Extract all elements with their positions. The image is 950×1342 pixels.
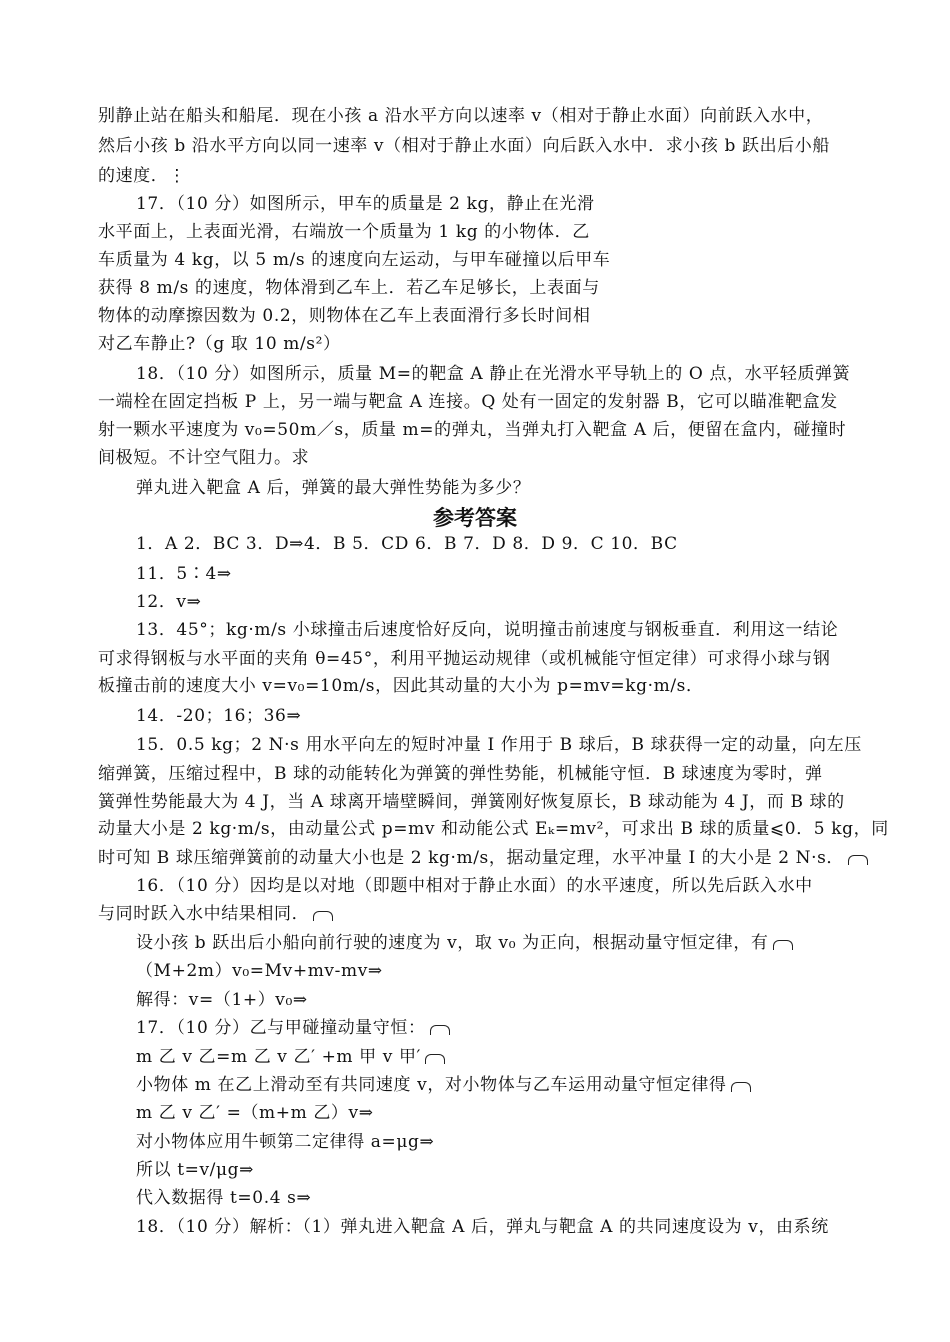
text-span: 17．（10 分）乙与甲碰撞动量守恒： bbox=[136, 1018, 426, 1038]
text-line: 14．-20；16；36⇒ bbox=[136, 706, 302, 726]
text-line: 别静止站在船头和船尾．现在小孩 a 沿水平方向以速率 v（相对于静止水面）向前跃入水中， bbox=[98, 106, 824, 126]
text-line: 16．（10 分）因均是以对地（即题中相对于静止水面）的水平速度，所以先后跃入水中 bbox=[136, 876, 813, 896]
text-line bbox=[136, 1071, 751, 1099]
text-span: 小物体 m 在乙上滑动至有共同速度 v，对小物体与乙车运用动量守恒定律得 bbox=[136, 1075, 727, 1095]
text-line: 的速度．⋮ bbox=[98, 166, 186, 186]
paragraph-mark-icon bbox=[731, 1082, 751, 1092]
paragraph-mark-icon bbox=[848, 855, 868, 865]
text-line: 所以 t=v/μg⇒ bbox=[136, 1160, 254, 1180]
text-line bbox=[98, 844, 868, 872]
text-line: 15．0.5 kg；2 N·s 用水平向左的短时冲量 I 作用于 B 球后，B 球获得一定的动量，向左压 bbox=[136, 735, 862, 755]
text-line bbox=[136, 1043, 445, 1071]
text-span: 时可知 B 球压缩弹簧前的动量大小也是 2 kg·m/s，据动量定理，水平冲量 I 的大小是 2 N·s． bbox=[98, 848, 845, 868]
text-line: 1．A 2．BC 3．D⇒4．B 5．CD 6．B 7．D 8．D 9．C 10．BC bbox=[136, 534, 678, 554]
text-line bbox=[136, 1014, 450, 1042]
text-line: 间极短。不计空气阻力。求 bbox=[98, 448, 310, 468]
text-line: 簧弹性势能最大为 4 J，当 A 球离开墙壁瞬间，弹簧刚好恢复原长，B 球动能为 4 J，而 B 球的 bbox=[98, 792, 845, 812]
text-line: 板撞击前的速度大小 v=v₀=10m/s，因此其动量的大小为 p=mv=kg·m/s． bbox=[98, 676, 704, 696]
answer-heading: 参考答案 bbox=[433, 506, 517, 530]
text-line: 11．5∶4⇒ bbox=[136, 564, 232, 584]
paragraph-mark-icon bbox=[425, 1054, 445, 1064]
text-line: 12．v⇒ bbox=[136, 592, 202, 612]
text-line: 18．（10 分）解析：（1）弹丸进入靶盒 A 后，弹丸与靶盒 A 的共同速度设为 v，由系统 bbox=[136, 1217, 829, 1237]
text-line: 18．（10 分）如图所示，质量 M=的靶盒 A 静止在光滑水平导轨上的 O 点，水平轻质弹簧 bbox=[136, 364, 851, 384]
text-line: 缩弹簧，压缩过程中，B 球的动能转化为弹簧的弹性势能，机械能守恒．B 球速度为零时，弹 bbox=[98, 764, 823, 784]
text-line: 对小物体应用牛顿第二定律得 a=μg⇒ bbox=[136, 1132, 435, 1152]
text-line: 13．45°；kg·m/s 小球撞击后速度恰好反向，说明撞击前速度与钢板垂直．利用这一结论 bbox=[136, 620, 839, 640]
text-line: 17．（10 分）如图所示，甲车的质量是 2 kg，静止在光滑 bbox=[136, 194, 595, 214]
paragraph-mark-icon bbox=[313, 911, 333, 921]
text-line: 射一颗水平速度为 v₀=50m／s，质量 m=的弹丸，当弹丸打入靶盒 A 后，便留在盒内，碰撞时 bbox=[98, 420, 847, 440]
paragraph-mark-icon bbox=[430, 1025, 450, 1035]
text-line: 水平面上，上表面光滑，右端放一个质量为 1 kg 的小物体．乙 bbox=[98, 222, 590, 242]
text-line: 可求得钢板与水平面的夹角 θ=45°，利用平抛运动规律（或机械能守恒定律）可求得小球与钢 bbox=[98, 649, 831, 669]
text-line: 动量大小是 2 kg·m/s，由动量公式 p=mv 和动能公式 Eₖ=mv²，可求出 B 球的质量⩽0．5 kg，同 bbox=[98, 819, 889, 839]
text-line: 一端栓在固定挡板 P 上，另一端与靶盒 A 连接。Q 处有一固定的发射器 B，它可以瞄准靶盒发 bbox=[98, 392, 838, 412]
text-line bbox=[98, 900, 333, 928]
text-line: 弹丸进入靶盒 A 后，弹簧的最大弹性势能为多少？ bbox=[136, 478, 531, 498]
text-line bbox=[136, 929, 793, 957]
text-line: 对乙车静止?（g 取 10 m/s²） bbox=[98, 334, 341, 354]
text-line: 车质量为 4 kg，以 5 m/s 的速度向左运动，与甲车碰撞以后甲车 bbox=[98, 250, 611, 270]
text-line: （M+2m）v₀=Mv+mv-mv⇒ bbox=[136, 961, 383, 981]
paragraph-mark-icon bbox=[773, 940, 793, 950]
text-line: 物体的动摩擦因数为 0.2，则物体在乙车上表面滑行多长时间相 bbox=[98, 306, 591, 326]
text-span: 与同时跃入水中结果相同． bbox=[98, 904, 310, 924]
text-line: m 乙 v 乙′ =（m+m 乙）v⇒ bbox=[136, 1103, 374, 1123]
text-line: 代入数据得 t=0.4 s⇒ bbox=[136, 1188, 312, 1208]
text-line: 获得 8 m/s 的速度，物体滑到乙车上．若乙车足够长，上表面与 bbox=[98, 278, 600, 298]
text-line: 然后小孩 b 沿水平方向以同一速率 v（相对于静止水面）向后跃入水中．求小孩 b 跃出后小船 bbox=[98, 136, 830, 156]
text-span: 设小孩 b 跃出后小船向前行驶的速度为 v，取 v₀ 为正向，根据动量守恒定律，有 bbox=[136, 933, 769, 953]
text-span: m 乙 v 乙=m 乙 v 乙′ +m 甲 v 甲′ bbox=[136, 1047, 422, 1067]
text-line: 解得：v=（1+）v₀⇒ bbox=[136, 990, 308, 1010]
